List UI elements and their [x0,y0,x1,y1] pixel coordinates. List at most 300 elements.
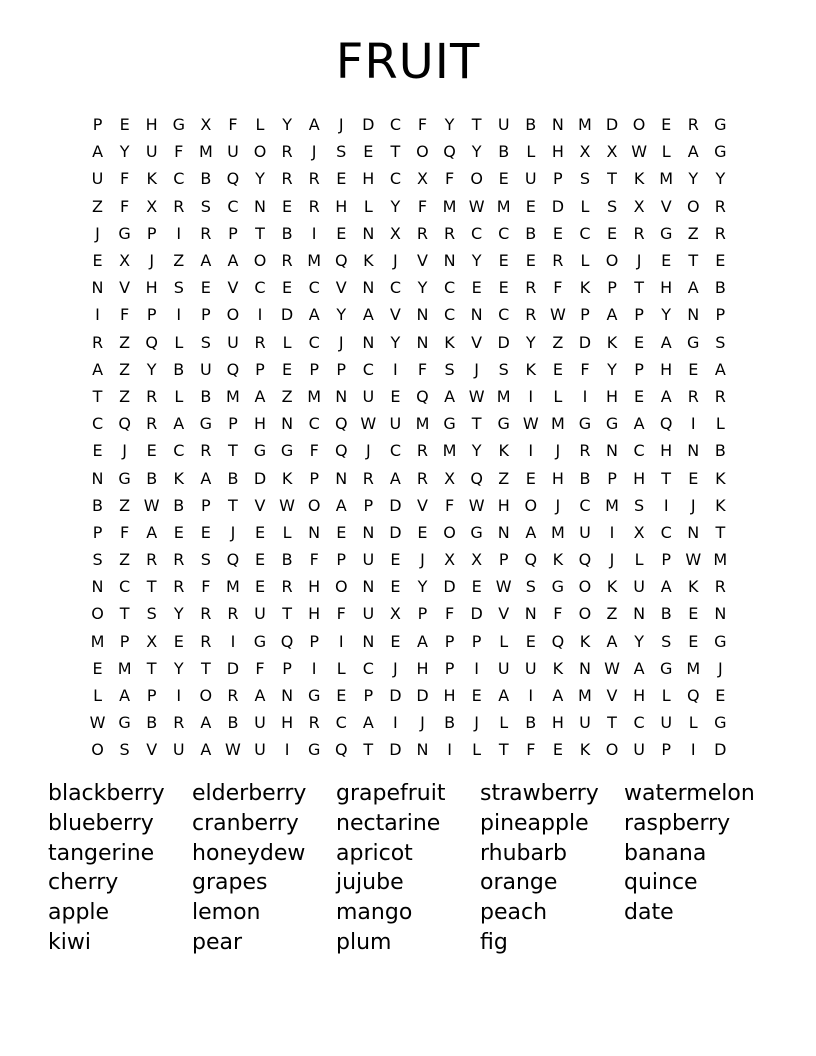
grid-letter: E [390,631,401,651]
grid-letter: N [254,196,266,216]
grid-letter: P [417,604,428,624]
grid-letter: I [447,740,452,760]
grid-letter: B [714,441,726,461]
grid-letter: N [497,522,510,542]
grid-letter: P [634,305,644,325]
grid-letter: E [254,522,266,542]
grid-letter: D [389,686,402,706]
grid-letter: G [253,441,267,461]
grid-letter: I [338,631,344,651]
grid-letter: Z [281,386,293,406]
grid-letter: K [579,740,591,760]
grid-letter: C [579,223,591,243]
grid-letter: K [579,278,591,298]
grid-letter: V [417,251,428,271]
grid-letter: O [91,604,104,624]
grid-letter: K [633,169,645,189]
grid-letter: J [690,495,696,515]
grid-letter: L [336,658,346,678]
grid-letter: U [389,414,402,434]
grid-letter: E [471,577,482,597]
grid-letter: C [308,332,320,352]
grid-row [84,437,734,464]
grid-letter: F [255,658,265,678]
grid-letter: L [526,142,536,162]
grid-letter: T [363,740,374,760]
grid-letter: M [496,196,511,216]
grid-letter: V [119,278,131,298]
grid-letter: I [474,658,479,678]
grid-letter: E [146,441,157,461]
grid-letter: F [120,169,130,189]
grid-letter: J [393,251,398,271]
grid-letter: R [146,550,158,570]
grid-row [84,655,734,682]
grid-letter: A [633,414,645,434]
grid-letter: R [714,196,726,216]
grid-letter: E [688,468,699,488]
grid-letter: B [281,223,293,243]
word-list-item: blueberry [48,810,154,836]
grid-letter: P [309,359,319,379]
grid-letter: I [609,522,615,542]
grid-letter: S [579,169,591,189]
grid-letter: G [280,441,294,461]
grid-letter: R [714,386,726,406]
grid-letter: T [228,495,238,515]
grid-letter: M [578,115,592,135]
grid-letter: A [308,305,320,325]
grid-letter: F [309,441,319,461]
grid-row [84,247,734,274]
grid-letter: N [470,305,483,325]
grid-letter: U [524,658,537,678]
grid-letter: O [226,305,240,325]
grid-letter: N [687,441,700,461]
grid-letter: B [525,713,537,733]
grid-letter: E [363,142,374,162]
grid-letter: H [335,196,348,216]
grid-letter: R [200,223,212,243]
grid-letter: A [92,142,104,162]
grid-letter: N [524,604,537,624]
grid-row [84,709,734,736]
grid-letter: N [416,740,429,760]
grid-letter: U [227,142,239,162]
grid-letter: P [661,740,671,760]
grid-letter: P [607,468,617,488]
grid-letter: M [659,169,674,189]
grid-letter: U [362,550,375,570]
grid-letter: I [582,386,588,406]
grid-letter: Z [687,223,699,243]
word-list-item: blackberry [48,781,165,806]
grid-letter: K [525,359,537,379]
grid-letter: Q [334,740,348,760]
grid-letter: E [200,278,211,298]
grid-letter: R [308,196,320,216]
grid-letter: R [525,278,537,298]
grid-letter: R [254,332,266,352]
grid-letter: N [687,305,700,325]
grid-letter: Y [417,278,428,298]
grid-letter: W [468,386,485,406]
grid-letter: Q [659,414,673,434]
grid-letter: C [443,305,456,325]
grid-letter: O [578,604,592,624]
grid-letter: Z [92,196,104,216]
grid-letter: S [634,495,645,515]
grid-letter: C [443,278,456,298]
grid-letter: X [579,142,591,162]
grid-letter: G [443,414,456,434]
grid-letter: M [307,251,322,271]
grid-letter: M [713,550,728,570]
grid-letter: M [496,386,511,406]
grid-letter: P [336,550,347,570]
grid-letter: L [688,713,698,733]
grid-letter: H [551,713,564,733]
grid-letter: E [173,631,184,651]
grid-letter: E [282,359,293,379]
grid-letter: I [230,631,236,651]
grid-letter: R [416,223,429,243]
grid-letter: C [633,713,645,733]
grid-row [84,220,734,247]
grid-letter: X [633,522,645,542]
grid-letter: Y [336,305,347,325]
grid-letter: B [579,468,591,488]
grid-letter: S [715,332,726,352]
grid-letter: P [444,631,455,651]
grid-letter: D [578,332,592,352]
grid-letter: M [415,414,430,434]
grid-letter: I [284,740,290,760]
grid-letter: B [227,713,239,733]
grid-letter: E [92,658,103,678]
grid-letter: A [714,359,726,379]
grid-letter: N [443,251,456,271]
grid-letter: K [579,631,591,651]
grid-letter: E [254,550,266,570]
grid-letter: S [525,577,536,597]
grid-letter: R [200,441,212,461]
grid-letter: O [199,686,213,706]
grid-letter: F [120,196,130,216]
grid-letter: K [363,251,374,271]
grid-letter: R [687,115,699,135]
grid-letter: L [282,332,292,352]
grid-letter: P [471,631,482,651]
grid-letter: P [498,550,509,570]
word-list-item: jujube [336,870,404,896]
grid-letter: L [715,414,725,434]
grid-letter: Y [634,631,644,651]
grid-letter: E [552,359,563,379]
grid-letter: G [307,740,321,760]
grid-letter: N [606,441,618,461]
grid-letter: E [336,223,347,243]
grid-letter: D [389,495,402,515]
grid-letter: I [528,441,534,461]
grid-letter: R [362,468,374,488]
grid-letter: J [122,441,127,461]
grid-letter: Q [443,142,456,162]
grid-letter: O [578,577,592,597]
grid-letter: L [282,522,292,542]
grid-letter: Q [334,441,348,461]
grid-letter: P [634,359,644,379]
grid-letter: A [254,686,266,706]
grid-letter: P [282,658,292,678]
grid-letter: L [580,251,590,271]
grid-letter: E [715,686,726,706]
grid-letter: B [146,713,158,733]
grid-letter: E [336,522,347,542]
grid-letter: H [551,142,564,162]
grid-letter: A [227,251,239,271]
grid-letter: H [633,468,646,488]
grid-letter: Q [226,169,240,189]
grid-letter: J [338,115,344,135]
word-list-item: mango [336,900,413,926]
grid-letter: P [146,223,157,243]
grid-letter: Y [146,359,157,379]
grid-letter: L [661,686,671,706]
grid-letter: D [280,305,294,325]
grid-letter: X [606,142,618,162]
grid-letter: R [173,196,185,216]
grid-letter: C [498,223,510,243]
grid-letter: D [497,332,510,352]
grid-letter: Y [390,196,401,216]
grid-letter: G [118,223,131,243]
grid-letter: F [417,196,428,216]
grid-letter: R [173,550,185,570]
grid-letter: Z [552,332,564,352]
grid-letter: U [362,386,375,406]
grid-letter: S [119,740,130,760]
grid-letter: H [308,604,321,624]
grid-letter: K [715,468,726,488]
grid-letter: Q [118,414,131,434]
grid-letter: Q [416,386,429,406]
grid-letter: Z [119,550,131,570]
word-list-item: pineapple [480,810,589,836]
grid-letter: P [444,658,455,678]
grid-letter: L [472,740,482,760]
grid-letter: N [308,522,321,542]
grid-letter: N [362,522,375,542]
grid-letter: N [362,631,375,651]
grid-letter: R [579,441,591,461]
grid-letter: G [578,414,592,434]
grid-letter: L [174,332,184,352]
grid-letter: N [335,386,348,406]
grid-row [84,519,734,546]
grid-letter: V [660,196,672,216]
grid-letter: U [199,359,212,379]
grid-letter: G [470,522,483,542]
grid-letter: B [525,223,537,243]
grid-letter: C [173,169,185,189]
grid-letter: S [146,604,157,624]
grid-letter: A [633,658,645,678]
grid-letter: C [389,169,401,189]
grid-letter: A [200,740,212,760]
grid-letter: E [552,740,563,760]
grid-letter: U [362,604,375,624]
grid-letter: N [91,577,104,597]
grid-letter: T [498,740,509,760]
grid-letter: U [633,740,645,760]
grid-letter: D [470,604,483,624]
grid-letter: T [146,658,157,678]
page-title: FRUIT [335,34,481,90]
grid-letter: T [146,577,157,597]
grid-letter: C [471,223,483,243]
grid-letter: E [661,115,672,135]
grid-letter: E [390,577,401,597]
grid-letter: V [498,604,510,624]
grid-letter: U [172,740,185,760]
grid-letter: H [253,414,267,434]
grid-letter: I [393,713,398,733]
grid-letter: Y [282,115,292,135]
grid-letter: S [200,550,211,570]
grid-letter: X [444,468,456,488]
grid-letter: E [634,332,645,352]
grid-letter: O [253,251,267,271]
grid-letter: P [228,223,238,243]
grid-letter: M [686,658,701,678]
grid-letter: A [119,686,131,706]
grid-letter: O [253,142,267,162]
grid-letter: A [660,386,672,406]
grid-letter: A [606,305,618,325]
grid-letter: A [552,686,564,706]
grid-letter: J [338,332,344,352]
grid-letter: M [226,386,240,406]
grid-letter: C [173,441,185,461]
word-list-item: apricot [336,840,413,866]
grid-letter: W [89,713,106,733]
grid-letter: R [281,577,293,597]
grid-letter: H [145,115,158,135]
grid-letter: I [176,223,182,243]
word-list-item: grapefruit [336,781,446,806]
grid-letter: N [91,468,104,488]
grid-letter: M [442,196,457,216]
grid-letter: I [311,223,317,243]
grid-letter: V [146,740,158,760]
grid-letter: N [281,686,294,706]
grid-letter: J [420,550,425,570]
word-list-item: rhubarb [480,840,568,866]
grid-letter: F [444,604,455,624]
grid-letter: Y [715,169,726,189]
grid-letter: C [498,305,510,325]
grid-letter: O [605,740,619,760]
grid-letter: D [389,740,402,760]
grid-letter: F [228,115,238,135]
grid-letter: O [470,169,483,189]
word-list-item: quince [624,870,698,896]
grid-letter: J [365,441,371,461]
grid-letter: E [92,251,103,271]
grid-letter: R [200,631,212,651]
grid-row [84,546,734,573]
grid-letter: L [499,713,509,733]
grid-letter: E [688,604,699,624]
grid-letter: T [471,414,482,434]
grid-letter: H [660,441,673,461]
grid-letter: E [661,251,672,271]
grid-letter: C [91,414,104,434]
grid-letter: X [633,196,645,216]
grid-letter: U [145,142,158,162]
grid-letter: J [230,522,236,542]
grid-letter: L [580,196,590,216]
grid-letter: D [714,740,727,760]
grid-letter: D [253,468,267,488]
grid-letter: T [688,251,699,271]
grid-letter: E [282,278,293,298]
grid-letter: F [201,577,211,597]
grid-letter: U [660,713,673,733]
grid-row [84,628,734,655]
grid-letter: I [95,305,100,325]
word-list-item: raspberry [624,810,731,836]
grid-letter: Z [606,604,618,624]
grid-letter: R [633,223,645,243]
grid-letter: W [495,577,512,597]
grid-letter: W [468,495,485,515]
grid-letter: L [634,550,644,570]
grid-letter: J [95,223,100,243]
grid-letter: C [254,278,266,298]
grid-letter: D [416,686,429,706]
grid-letter: B [173,495,185,515]
grid-letter: W [631,142,648,162]
grid-letter: P [715,305,726,325]
grid-letter: R [146,386,158,406]
grid-letter: C [389,278,401,298]
grid-letter: Q [226,550,240,570]
grid-letter: R [281,251,293,271]
grid-row [84,274,734,301]
grid-row [84,736,734,763]
grid-letter: P [92,115,103,135]
grid-letter: N [416,305,429,325]
grid-row [84,464,734,491]
grid-letter: J [474,359,479,379]
grid-letter: D [443,577,456,597]
grid-letter: T [607,169,617,189]
grid-letter: A [362,305,374,325]
grid-letter: W [468,196,485,216]
word-list-item: pear [192,929,243,955]
word-list [48,779,788,958]
grid-letter: W [685,550,702,570]
grid-letter: H [308,577,321,597]
grid-letter: H [281,713,294,733]
word-list-item: cherry [48,870,119,896]
grid-letter: O [443,522,456,542]
grid-letter: J [311,142,317,162]
grid-letter: K [552,550,564,570]
grid-letter: V [471,332,483,352]
